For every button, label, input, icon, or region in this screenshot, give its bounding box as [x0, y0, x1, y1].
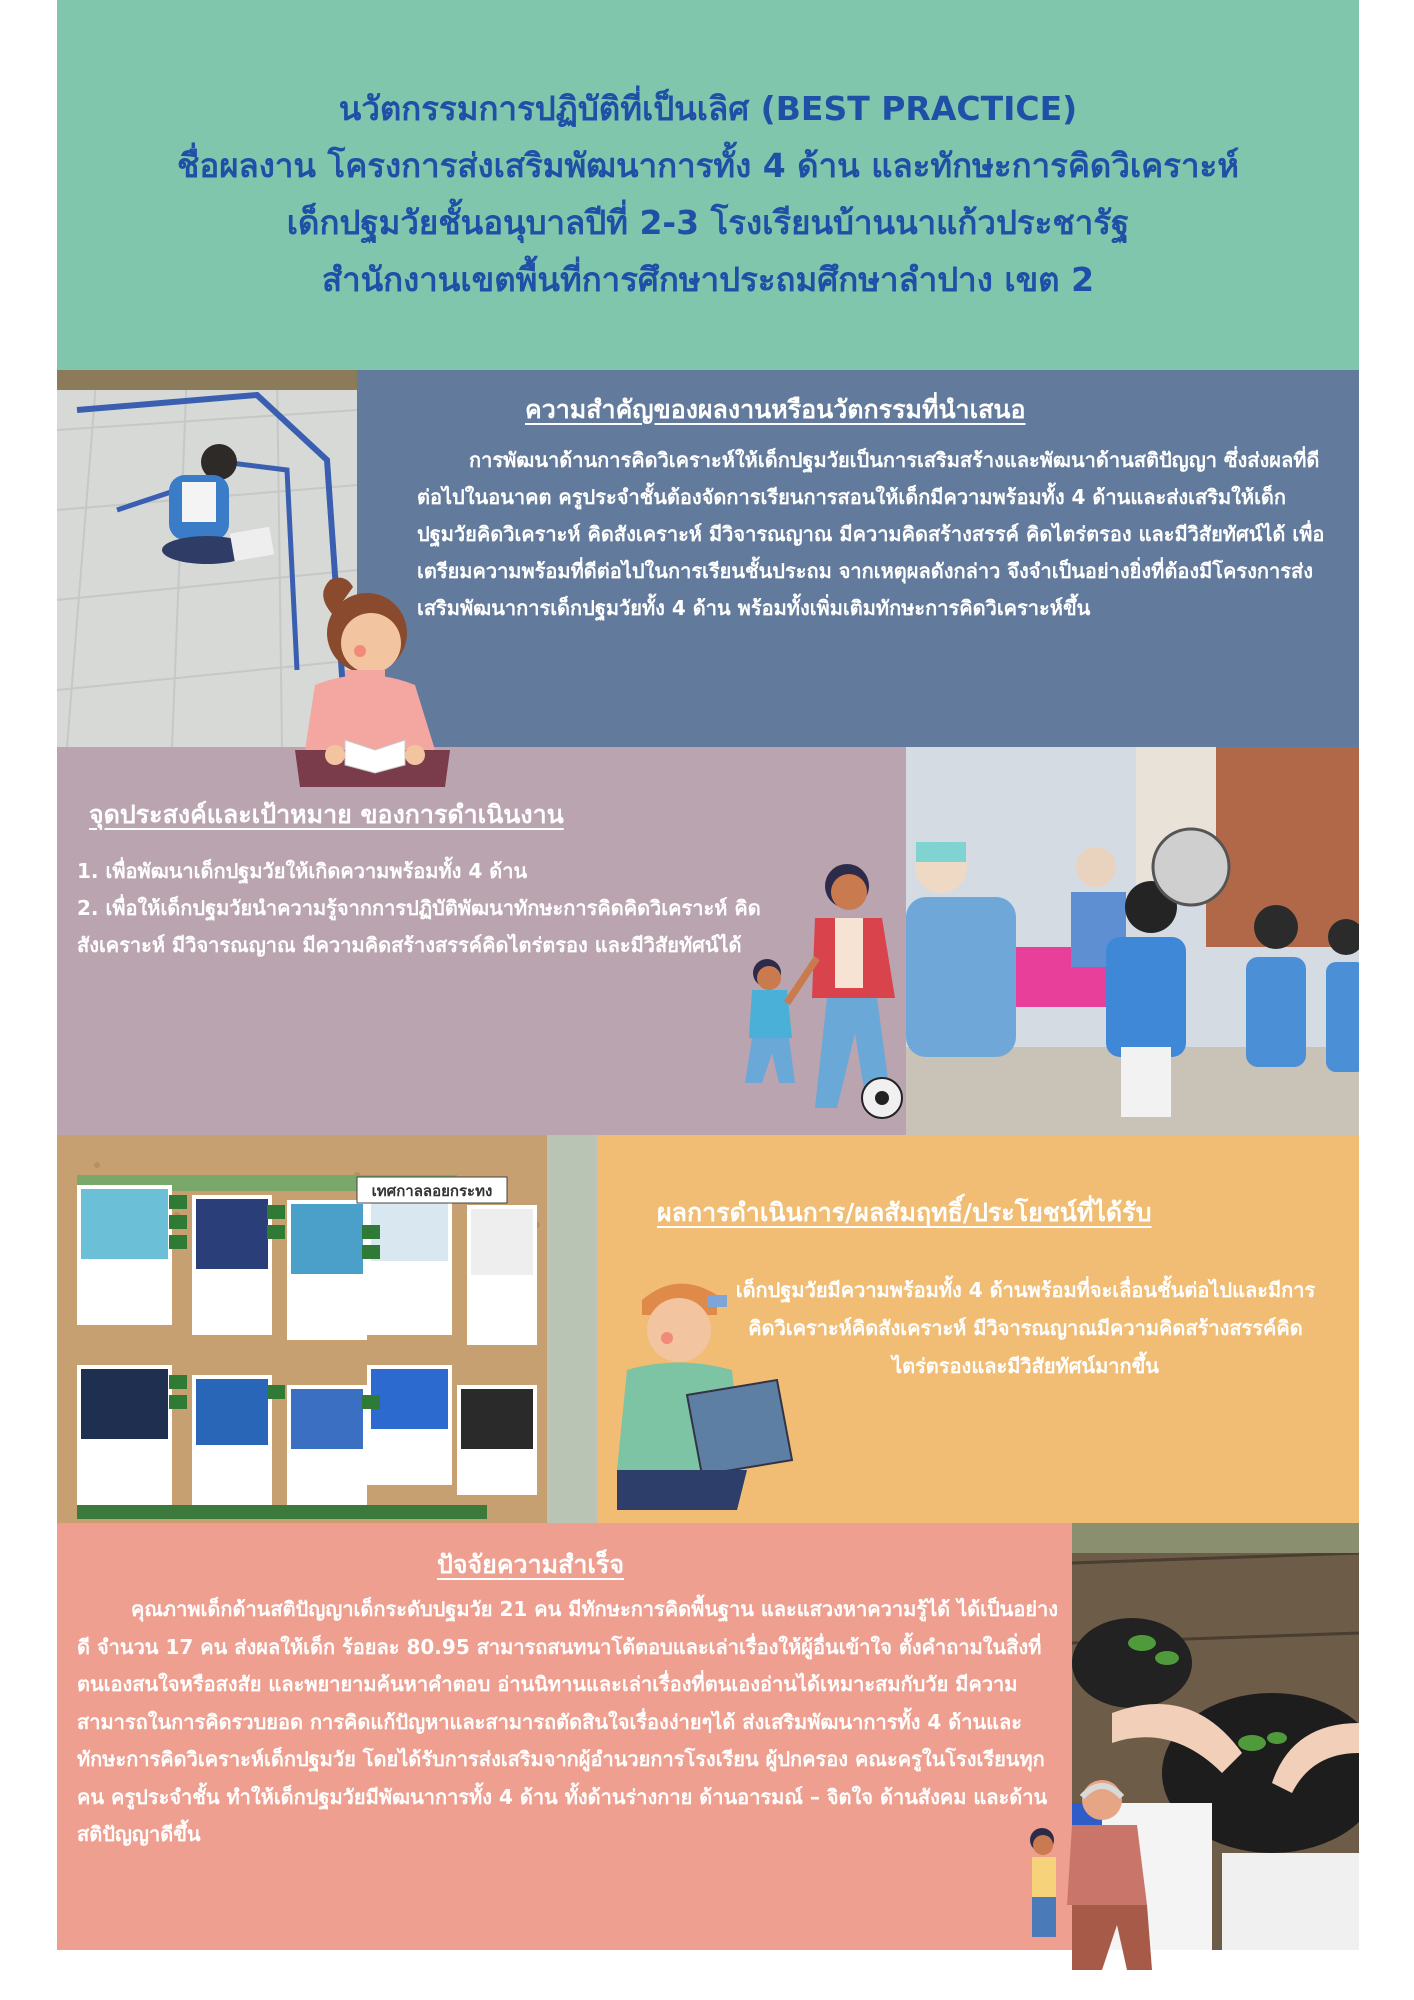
section-results-body: เด็กปฐมวัยมีความพร้อมทั้ง 4 ด้านพร้อมที่จะเลื่อนชั้นต่อไปและมีการคิดวิเคราะห์คิดสังเคราะห์ มีวิจารณญาณมีความคิดสร้างสรรค์คิดไตร่ตรองและมีวิสัยทัศน์มากขึ้น — [735, 1278, 1316, 1378]
photo-health-check — [906, 747, 1359, 1135]
title-line-2: ชื่อผลงาน โครงการส่งเสริมพัฒนาการทั้ง 4 ด้าน และทักษะการคิดวิเคราะห์ — [177, 146, 1239, 185]
title-line-4: สำนักงานเขตพื้นที่การศึกษาประถมศึกษาลำปาง เขต 2 — [321, 260, 1095, 299]
page-title — [57, 80, 1359, 308]
photo-display-board — [57, 1135, 597, 1523]
section-importance — [357, 370, 1359, 747]
title-line-1: นวัตกรรมการปฏิบัติที่เป็นเลิศ (BEST PRACTICE) — [338, 89, 1078, 128]
section-results-title: ผลการดำเนินการ/ผลสัมฤทธิ์/ประโยชน์ที่ได้รับ — [657, 1198, 1152, 1227]
section-importance-title: ความสำคัญของผลงานหรือนวัตกรรมที่นำเสนอ — [525, 395, 1026, 424]
header-banner — [57, 0, 1359, 370]
girl-reading-illustration — [275, 575, 475, 790]
section-success-factors-title: ปัจจัยความสำเร็จ — [437, 1550, 625, 1579]
section-objectives-title: จุดประสงค์และเป้าหมาย ของการดำเนินงาน — [89, 800, 564, 829]
poster — [57, 0, 1359, 1950]
child-tablet-illustration — [617, 1270, 797, 1510]
objective-item-2: 2. เพื่อให้เด็กปฐมวัยนำความรู้จากการปฏิบัติพัฒนาทักษะการคิดคิดวิเคราะห์ คิดสังเคราะห์ มีวิจารณญาณ มีความคิดสร้างสรรค์คิดไตร่ตรอง และมีวิสัยทัศน์ได้ — [77, 896, 761, 957]
objective-item-1: 1. เพื่อพัฒนาเด็กปฐมวัยให้เกิดความพร้อมทั้ง 4 ด้าน — [77, 859, 528, 883]
board-sign: เทศกาลลอยกระทง — [371, 1182, 493, 1200]
section-success-factors-body: คุณภาพเด็กด้านสติปัญญาเด็กระดับปฐมวัย 21 คน มีทักษะการคิดพื้นฐาน และแสวงหาความรู้ได้ ได้เป็นอย่างดี จำนวน 17 คน ส่งผลให้เด็ก ร้อยละ 80.95 สามารถสนทนาโต้ตอบและเล่าเรื่องให้ผู้อื่นเข้าใจ ตั้งคำถามในสิ่งที่ตนเองสนใจหรือสงสัย และพยายามค้นหาคำตอบ อ่านนิทานและเล่าเรื่องที่ตนเองอ่านได้เหมาะสมกับวัย มีความสามารถในการคิดรวบยอด การคิดแก้ปัญหาและสามารถตัดสินใจเรื่องง่ายๆได้ ส่งเสริมพัฒนาการทั้ง 4 ด้านและทักษะการคิดวิเคราะห์เด็กปฐมวัย โดยได้รับการส่งเสริมจากผู้อำนวยการโรงเรียน ผู้ปกครอง คณะครูในโรงเรียนทุกคน ครูประจำชั้น ทำให้เด็กปฐมวัยมีพัฒนาการทั้ง 4 ด้าน ทั้งด้านร่างกาย ด้านอารมณ์ – จิตใจ ด้านสังคม และด้านสติปัญญาดีขึ้น — [77, 1597, 1059, 1846]
section-importance-body: การพัฒนาด้านการคิดวิเคราะห์ให้เด็กปฐมวัยเป็นการเสริมสร้างและพัฒนาด้านสติปัญญา ซึ่งส่งผลที่ดีต่อไปในอนาคต ครูประจำชั้นต้องจัดการเรียนการสอนให้เด็กมีความพร้อมทั้ง 4 ด้านและส่งเสริมให้เด็กปฐมวัยคิดวิเคราะห์ คิดสังเคราะห์ มีวิจารณญาณ มีความคิดสร้างสรรค์ คิดไตร่ตรอง และมีวิสัยทัศน์ได้ เพื่อเตรียมความพร้อมที่ดีต่อไปในการเรียนชั้นประถม จากเหตุผลดังกล่าว จึงจำเป็นอย่างยิ่งที่ต้องมีโครงการส่งเสริมพัฒนาการเด็กปฐมวัยทั้ง 4 ด้าน พร้อมทั้งเพิ่มเติมทักษะการคิดวิเคราะห์ขึ้น — [417, 448, 1325, 620]
grandfather-child-illustration — [1017, 1775, 1157, 1975]
title-line-3: เด็กปฐมวัยชั้นอนุบาลปีที่ 2-3 โรงเรียนบ้านนาแก้วประชารัฐ — [286, 203, 1130, 242]
section-success-factors — [57, 1523, 1072, 1950]
father-son-football-illustration — [717, 858, 937, 1123]
